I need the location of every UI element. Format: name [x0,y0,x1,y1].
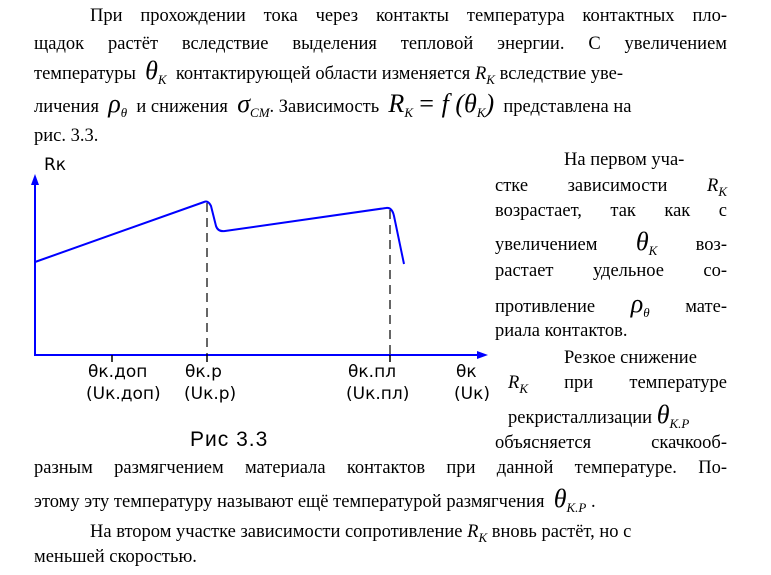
subscript: θ [643,305,650,320]
subscript: K [157,72,167,87]
text: воз- [695,235,727,255]
text: контактирующей области изменяется [175,64,471,84]
subscript: K [486,72,495,87]
subscript: CM [250,105,270,120]
para2-line2 [34,484,596,519]
text: рекристаллизации [508,408,653,428]
subscript: K.P [669,416,690,431]
side-line5: растает удельное со- [495,261,727,281]
theta-symbol: θ [635,227,649,256]
theta-symbol: θ [656,400,670,429]
text: мате- [685,297,727,317]
para1-line4 [34,89,632,124]
tick-label-top: θк.р [185,362,222,382]
subscript: K [718,184,727,199]
rho-symbol: ρ [630,289,644,318]
text: стке зависимости [495,176,668,196]
text: личения [34,97,99,117]
figure-caption: Рис 3.3 [190,428,269,451]
tick-label-top: θк [456,362,477,382]
side-line4 [495,227,727,262]
para1-line5: рис. 3.3. [34,126,99,146]
para3-line1 [90,521,631,549]
tick-label-bottom: (Uк) [454,384,490,404]
tick-label-bottom: (Uк.пл) [346,384,410,404]
text: представлена на [503,97,632,117]
text: вследствие уве- [499,64,624,84]
para3-line2: меньшей скоростью. [34,547,197,567]
subscript: K [404,105,413,120]
text: при [564,373,594,393]
tick-label-bottom: (Uк.р) [184,384,237,404]
subscript: θ [120,105,128,120]
side-line3: возрастает, так как с [495,201,727,221]
subscript: K [478,530,488,545]
r-symbol: R [707,176,719,196]
sigma-symbol: σ [237,89,251,118]
y-axis-arrow-icon [31,174,39,185]
side-line9 [508,372,727,400]
text: вновь растёт, но с [491,522,632,542]
rk-curve [35,202,404,265]
text: противление [495,297,596,317]
side-line7: риала контактов. [495,321,628,341]
theta-symbol: θ [145,56,158,85]
para2-line1: разным размягчением материала контактов при данной температуре. По- [34,458,727,478]
text: увеличением [495,235,598,255]
tick-label-top: θк.доп [88,362,148,382]
side-line1: На первом уча- [564,150,685,170]
y-axis-label: Rк [44,155,67,175]
subscript: K [476,105,486,120]
formula-close: ) [485,89,495,118]
theta-symbol: θ [553,484,567,513]
r-symbol: R [467,522,479,542]
subscript: K [648,243,658,258]
subscript: K.P [566,500,587,515]
side-line10 [508,400,690,435]
tick-label-top: θк.пл [348,362,397,382]
x-axis-arrow-icon [477,351,488,359]
para1-line2: щадок растёт вследствие выделения тепловой энергии. С увеличением [34,34,727,54]
para1-line1: При прохождении тока через контакты температура контактных пло- [90,6,727,26]
r-symbol: R [508,373,520,393]
formula: = f (θ [417,89,477,118]
text: . Зависимость [269,97,380,117]
side-line2 [495,175,727,203]
text: этому эту температуру называют ещё температурой размягчения [34,492,545,512]
rho-symbol: ρ [108,89,121,118]
text: На втором участке зависимости сопротивление [90,522,463,542]
subscript: K [519,381,528,396]
text: температуре [629,373,728,393]
text: . [591,492,596,512]
figure-3-3 [0,150,495,460]
para1-line3 [34,56,624,91]
text: температуры [34,64,136,84]
side-line11: объясняется скачкооб- [495,433,727,453]
r-symbol: R [388,89,405,118]
r-symbol: R [474,64,487,84]
side-line8: Резкое снижение [564,348,697,368]
text: и снижения [136,97,228,117]
tick-label-bottom: (Uк.доп) [86,384,161,404]
